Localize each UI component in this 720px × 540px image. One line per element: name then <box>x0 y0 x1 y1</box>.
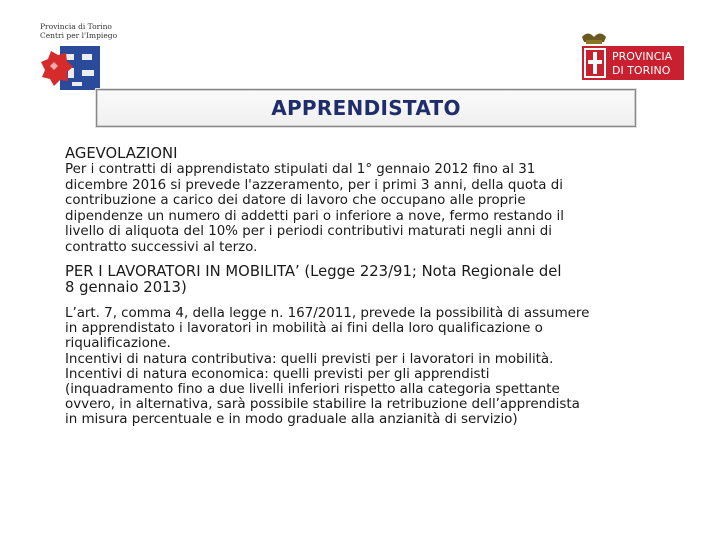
mobilita-line: riqualificazione. <box>65 335 171 352</box>
mobilita-line: Incentivi di natura contributiva: quelli previsti per i lavoratori in mobilità. <box>65 350 554 367</box>
agevolazioni-line: livello di aliquota del 10% per i periodi contributivi maturati negli anni di <box>65 224 552 239</box>
mobilita-line: in misura percentuale e in modo graduale alla anzianità di servizio) <box>65 411 518 428</box>
logo-right-line1: PROVINCIA <box>612 50 673 63</box>
mobilita-line: (inquadramento fino a due livelli inferiori rispetto alla categoria spettante <box>65 381 560 398</box>
title-banner <box>96 89 636 127</box>
centri-impiego-logo-text <box>40 22 117 40</box>
logo-left-line1: Provincia di Torino <box>40 22 112 31</box>
agevolazioni-heading: AGEVOLAZIONI <box>65 145 178 162</box>
mobilita-line: ovvero, in alternativa, sarà possibile stabilire la retribuzione dell’apprendista <box>65 396 580 413</box>
logo-left-line2: Centri per l'Impiego <box>40 31 118 40</box>
mobilita-line: L’art. 7, comma 4, della legge n. 167/2011, prevede la possibilità di assumere <box>65 305 590 321</box>
agevolazioni-line: dicembre 2016 si prevede l'azzeramento, per i primi 3 anni, della quota di <box>65 177 563 193</box>
mobilita-line: Incentivi di natura economica: quelli previsti per gli apprendisti <box>65 365 490 382</box>
slide-body <box>65 146 705 428</box>
agevolazioni-line: contribuzione a carico dei datore di lavoro che occupano alle proprie <box>65 193 526 208</box>
mobilita-heading: PER I LAVORATORI IN MOBILITA’ (Legge 223/91; Nota Regionale del <box>65 263 562 280</box>
mobilita-line: in apprendistato i lavoratori in mobilità ai fini della loro qualificazione o <box>65 320 543 337</box>
puzzle-logo-icon <box>38 44 104 94</box>
agevolazioni-line: contratto successivi al terzo. <box>65 239 258 255</box>
provincia-di-torino-logo <box>576 28 688 84</box>
mobilita-heading: 8 gennaio 2013) <box>65 279 187 296</box>
logo-right-line2: DI TORINO <box>612 64 671 77</box>
agevolazioni-line: dipendenze un numero di addetti pari o inferiore a nove, fermo restando il <box>65 208 564 224</box>
page-title: APPRENDISTATO <box>271 96 461 120</box>
agevolazioni-line: Per i contratti di apprendistato stipulati dal 1° gennaio 2012 fino al 31 <box>65 162 536 177</box>
